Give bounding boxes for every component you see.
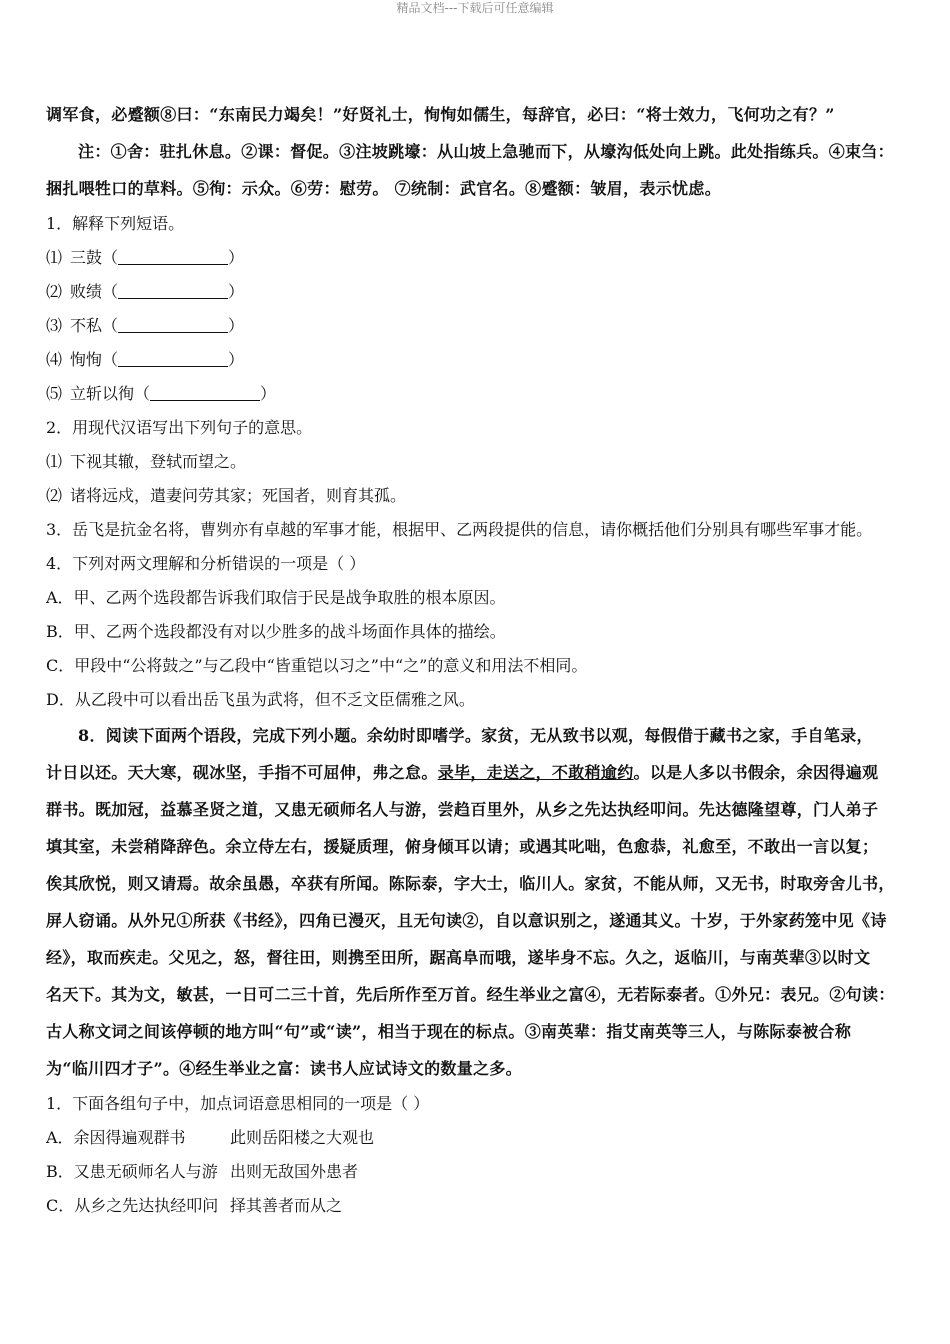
q1-item-text: 立斩以徇（: [70, 384, 151, 403]
q2-item-text: 诸将远戍，遣妻问劳其家；死国者，则育其孤。: [70, 486, 407, 505]
answer-blank[interactable]: [118, 246, 228, 265]
q8-passage-line: 名天下。其为文，敏甚，一日可二三十首，先后所作至万首。经生举业之富④，无若际泰者。①外兄：表兄。②句读：: [46, 985, 895, 1004]
q2-item-1: [46, 445, 912, 479]
q1-item-5: [46, 377, 912, 411]
question-1-title: 1．解释下列短语。: [46, 214, 185, 233]
q8-1-option-b: [46, 1155, 912, 1189]
q8-passage-line: [46, 754, 912, 791]
q1-item-close: ）: [228, 350, 245, 369]
q2-item-2: [46, 479, 912, 513]
q1-item-close: ）: [228, 248, 245, 267]
q4-option-a: A．甲、乙两个选段都告诉我们取信于民是战争取胜的根本原因。: [46, 588, 506, 607]
option-left: A．余因得遍观群书: [46, 1128, 186, 1147]
q1-item-close: ）: [260, 384, 277, 403]
q1-item-close: ）: [228, 316, 245, 335]
q4-option-c: C．甲段中“公将鼓之”与乙段中“皆重铠以习之”中“之”的意义和用法不相同。: [46, 656, 588, 675]
answer-blank[interactable]: [150, 382, 260, 401]
q8-underlined-sentence: 录毕，走送之，不敢稍逾约: [437, 763, 634, 782]
q2-item-text: 下视其辙，登轼而望之。: [70, 452, 247, 471]
option-right: 择其善者而从之: [230, 1196, 343, 1215]
header-text: 精品文档---下载后可任意编辑: [396, 1, 554, 15]
q1-item-text: 三鼓（: [70, 248, 119, 267]
q8-passage-line: 俟其欣悦，则又请焉。故余虽愚，卒获有所闻。陈际泰，字大士，临川人。家贫，不能从师，又无书，时取旁舍儿书，: [46, 874, 895, 893]
q1-item-number: ⑷: [46, 350, 63, 369]
q4-option-d: D．从乙段中可以看出岳飞虽为武将，但不乏文臣儒雅之风。: [46, 690, 475, 709]
q8-passage-line: 群书。既加冠，益慕圣贤之道，又患无硕师名人与游，尝趋百里外，从乡之先达执经叩问。先达德隆望尊，门人弟子: [46, 800, 879, 819]
answer-blank[interactable]: [118, 314, 228, 333]
q8-passage-line: 为“临川四才子”。④经生举业之富：读书人应试诗文的数量之多。: [46, 1059, 523, 1078]
q8-1-option-a: [46, 1121, 912, 1155]
option-right: 出则无敌国外患者: [230, 1162, 359, 1181]
q1-item-close: ）: [228, 282, 245, 301]
q1-item-1: [46, 241, 912, 275]
q2-item-number: ⑴: [46, 452, 63, 471]
q1-item-number: ⑵: [46, 282, 63, 301]
question-2-title: 2．用现代汉语写出下列句子的意思。: [46, 418, 313, 437]
passage-end-line: 调军食，必蹙额⑧曰：“东南民力竭矣！”好贤礼士，恂恂如儒生，每辞官，必曰：“将士效力，飞何功之有？”: [46, 105, 835, 124]
q8-passage-line: 屏人窃诵。从外兄①所获《书经》，四角已漫灭，且无句读②，自以意识别之，遂通其义。十岁，于外家药笼中见《诗: [46, 911, 887, 930]
q2-item-number: ⑵: [46, 486, 63, 505]
q1-item-number: ⑸: [46, 384, 63, 403]
q1-item-number: ⑶: [46, 316, 63, 335]
answer-blank[interactable]: [118, 280, 228, 299]
q1-item-3: [46, 309, 912, 343]
annotation-line: 捆扎喂牲口的草料。⑤徇：示众。⑥劳：慰劳。 ⑦统制：武官名。⑧蹙额：皱眉，表示忧虑。: [46, 179, 722, 198]
q1-item-number: ⑴: [46, 248, 63, 267]
q1-item-text: 恂恂（: [70, 350, 119, 369]
document-body: [46, 96, 912, 1223]
q8-passage-line: 填其室，未尝稍降辞色。余立侍左右，援疑质理，俯身倾耳以请；或遇其叱咄，色愈恭，礼愈至，不敢出一言以复；: [46, 837, 879, 856]
question-4-title: 4．下列对两文理解和分析错误的一项是（ ）: [46, 554, 366, 573]
q8-text: 计日以还。天大寒，砚冰坚，手指不可屈伸，弗之怠。: [46, 763, 438, 782]
q8-1-title: 1．下面各组句子中，加点词语意思相同的一项是（ ）: [46, 1094, 430, 1113]
q1-item-4: [46, 343, 912, 377]
q8-passage-line: 古人称文词之间该停顿的地方叫“句”或“读”，相当于现在的标点。③南英辈：指艾南英等三人，与陈际泰被合称: [46, 1022, 852, 1041]
option-left: B．又患无硕师名人与游: [46, 1162, 218, 1181]
option-right: 此则岳阳楼之大观也: [230, 1128, 375, 1147]
question-3-title: 3．岳飞是抗金名将，曹刿亦有卓越的军事才能，根据甲、乙两段提供的信息，请你概括他们分别具有哪些军事才能。: [46, 520, 873, 539]
q1-item-text: 不私（: [70, 316, 119, 335]
annotation-line: 注：①舍：驻扎休息。②课：督促。③注坡跳壕：从山坡上急驰而下，从壕沟低处向上跳。此处指练兵。④束刍：: [78, 142, 895, 161]
q1-item-text: 败绩（: [70, 282, 119, 301]
q8-passage-line: 经》，取而疾走。父见之，怒，督往田，则携至田所，踞高阜而哦，遂毕身不忘。久之，返临川，与南英辈③以时文: [46, 948, 871, 967]
q4-option-b: B．甲、乙两个选段都没有对以少胜多的战斗场面作具体的描绘。: [46, 622, 506, 641]
q8-passage-line: 8．阅读下面两个语段，完成下列小题。余幼时即嗜学。家贫，无从致书以观，每假借于藏书之家，手自笔录，: [78, 726, 873, 745]
q8-text: 。以是人多以书假余，余因得遍观: [633, 763, 879, 782]
q1-item-2: [46, 275, 912, 309]
page-header: [0, 0, 950, 20]
q8-1-option-c: [46, 1189, 912, 1223]
option-left: C．从乡之先达执经叩问: [46, 1196, 219, 1215]
answer-blank[interactable]: [118, 348, 228, 367]
